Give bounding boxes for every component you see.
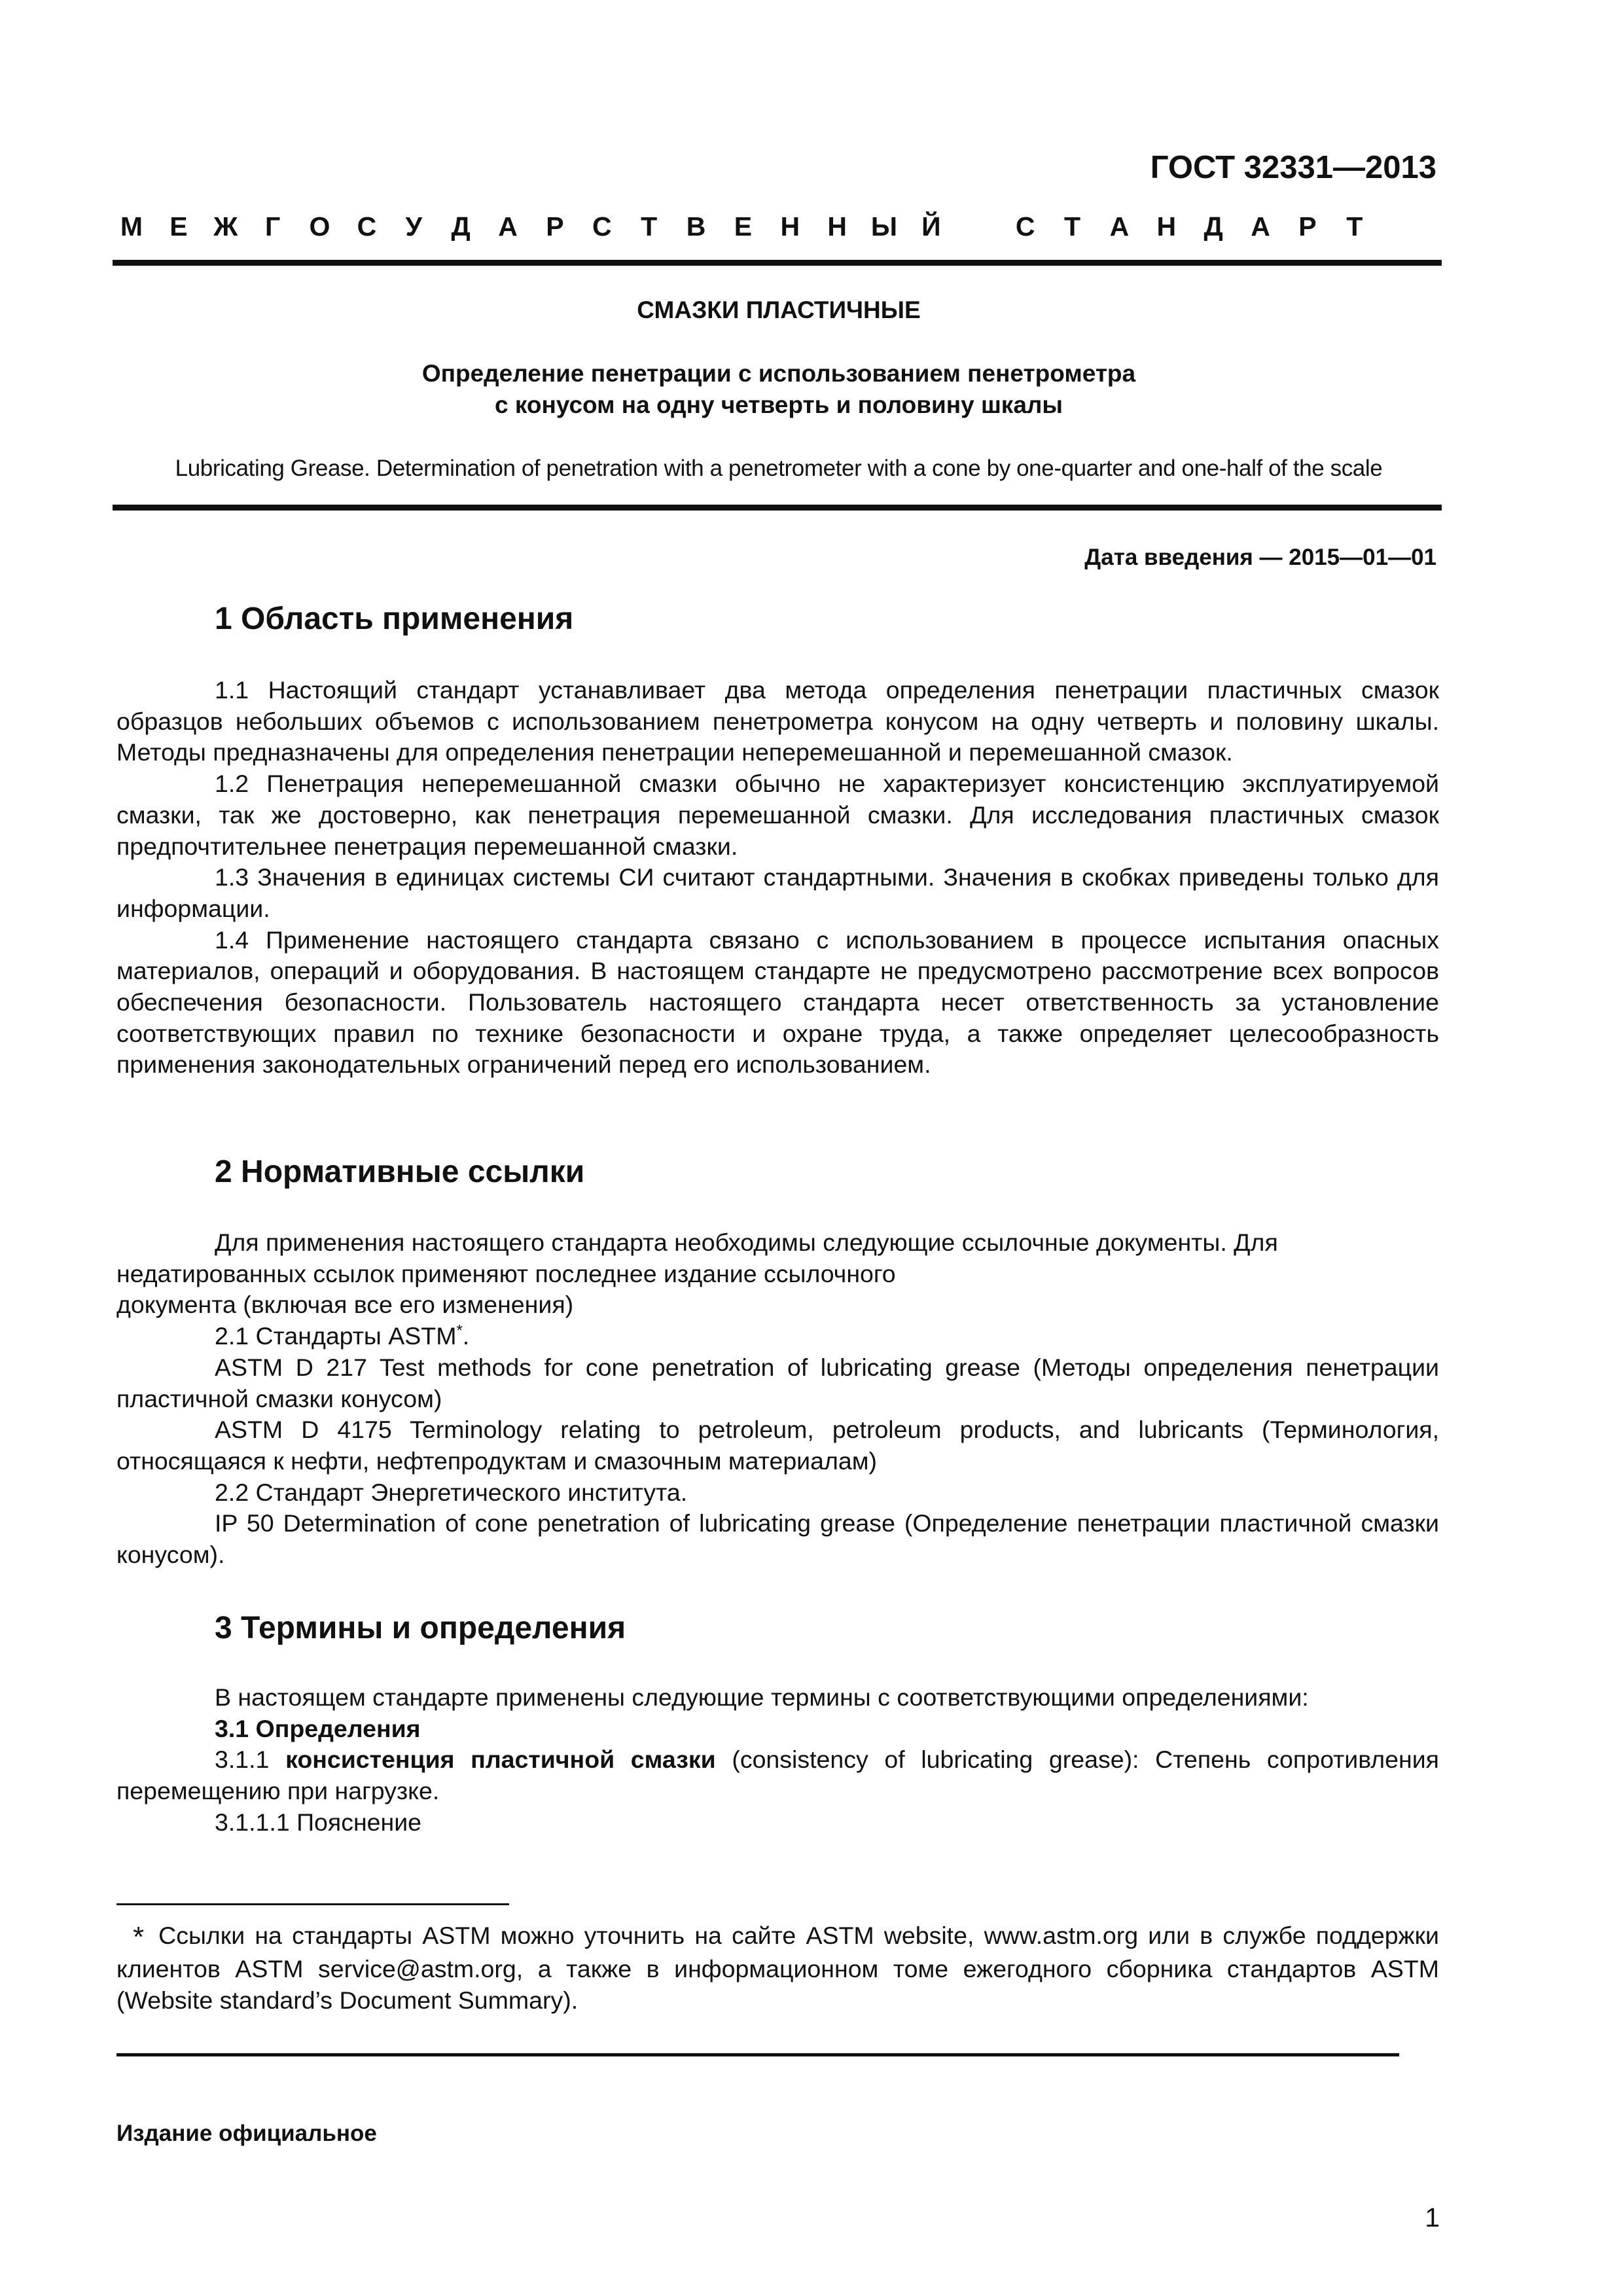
english-title: Lubricating Grease. Determination of penetration with a penetrometer with a cone by one-quarter and one-half of the scale [175, 456, 1383, 481]
interstate-letter: А [1251, 211, 1270, 242]
footer-rule [116, 2053, 1399, 2056]
term-consistency: консистенция пластичной смазки [285, 1746, 716, 1774]
document-subtitle-line-1: Определение пенетрации с использованием пенетрометра [421, 360, 1136, 387]
interstate-letter: Н [1156, 211, 1177, 242]
reference-ip50: IP 50 Determination of cone penetration of lubricating grease (Определение пенетрации пластичной смазки конусом). [116, 1509, 1439, 1569]
clause-3-1-1: 3.1.1 консистенция пластичной смазки (consistency of lubricating grease): Степень сопротивления перемещению при нагрузке. [116, 1746, 1439, 1805]
clause-2-2: 2.2 Стандарт Энергетического института. [215, 1478, 688, 1506]
clause-1-3: 1.3 Значения в единицах системы СИ считают стандартными. Значения в скобках приведены только для информации. [116, 863, 1439, 922]
interstate-letter: Н [827, 211, 847, 242]
interstate-letter: Т [641, 211, 658, 242]
reference-astm-d217: ASTM D 217 Test methods for cone penetration of lubricating grease (Методы определения пенетрации пластичной смазки конусом) [116, 1353, 1439, 1412]
interstate-letter: Т [1346, 211, 1363, 242]
clause-1-1: 1.1 Настоящий стандарт устанавливает два метода определения пенетрации пластичных смазок образцов небольших объемов с использованием пенетрометра конусом на одну четверть и половину шкалы. Методы предназначены для определения пенетрации неперемешанной и перемешанной смазок. [116, 676, 1439, 766]
clause-3-1-heading: 3.1 Определения [215, 1714, 421, 1742]
clause-1-2: 1.2 Пенетрация неперемешанной смазки обычно не характеризует консистенцию эксплуатируемой смазки, так же достоверно, как пенетрация перемешанной смазки. Для исследования пластичных смазок предпочтительнее пенетрация перемешанной смазки. [116, 770, 1439, 860]
section-2-body [116, 1227, 1439, 1571]
terms-intro: В настоящем стандарте применены следующие термины с соответствующими определениями: [215, 1683, 1309, 1711]
interstate-letter: У [405, 211, 422, 242]
document-title: СМАЗКИ ПЛАСТИЧНЫЕ [637, 296, 921, 323]
clause-2-1: 2.1 Стандарты ASTM*. [215, 1321, 470, 1350]
interstate-letter: С [592, 211, 612, 242]
interstate-letter: Д [1204, 211, 1223, 242]
section-3-heading: 3 Термины и определения [215, 1611, 626, 1645]
references-intro-continued: документа (включая все его изменения) [116, 1291, 574, 1319]
interstate-letter: М [120, 211, 143, 242]
clause-1-4: 1.4 Применение настоящего стандарта связано с использованием в процессе испытания опасных материалов, операций и оборудования. В настоящем стандарте не предусмотрено рассмотрение всех вопросов обеспечения безопасности. Пользователь настоящего стандарта несет ответственность за установление соответствующих правил по технике безопасности и охране труда, а также определяет целесообразность применения законодательных ограничений перед его использованием. [116, 925, 1439, 1079]
references-intro: Для применения настоящего стандарта необходимы следующие ссылочные документы. Для недатированных ссылок применяют последнее издание ссылочного [116, 1229, 1278, 1287]
interstate-letter: Г [265, 211, 281, 242]
clause-3-1-1-1: 3.1.1.1 Пояснение [215, 1808, 422, 1836]
document-subtitle-line-2: с конусом на одну четверть и половину шкалы [494, 391, 1063, 418]
interstate-letter: С [1015, 211, 1035, 242]
interstate-letter: О [309, 211, 330, 242]
page-number: 1 [1425, 2202, 1440, 2233]
interstate-letter: Р [1298, 211, 1317, 242]
title-rule [113, 505, 1442, 511]
reference-astm-d4175: ASTM D 4175 Terminology relating to petroleum, petroleum products, and lubricants (Терминология, относящаяся к нефти, нефтепродуктам и смазочным материалам) [116, 1416, 1439, 1475]
interstate-letter: Е [734, 211, 753, 242]
footnote [116, 1920, 1439, 2016]
header-rule [113, 260, 1442, 266]
interstate-letter: Р [546, 211, 564, 242]
effective-date: Дата введения — 2015—01—01 [1084, 545, 1436, 570]
interstate-letter: Ы [870, 211, 898, 242]
official-edition-label: Издание официальное [116, 2121, 377, 2146]
interstate-standard-label [116, 211, 1370, 242]
standard-number: ГОСТ 32331—2013 [1150, 150, 1436, 185]
interstate-letter: А [1109, 211, 1130, 242]
interstate-letter: В [686, 211, 706, 242]
section-2-heading: 2 Нормативные ссылки [215, 1155, 585, 1189]
interstate-letter: Ж [213, 211, 238, 242]
footnote-separator [116, 1903, 509, 1905]
interstate-letter: А [498, 211, 518, 242]
section-3-body [116, 1682, 1439, 1839]
interstate-letter: С [357, 211, 377, 242]
footnote-reference: * [456, 1321, 463, 1340]
interstate-letter: Й [921, 211, 941, 242]
footnote-text: Ссылки на стандарты ASTM можно уточнить на сайте ASTM website, www.astm.org или в службе поддержки клиентов ASTM service@astm.org, а также в информационном томе ежегодного сборника стандартов ASTM (Website standard’s Document Summary). [116, 1922, 1439, 2014]
footnote-mark: * [133, 1921, 145, 1953]
interstate-letter: Н [780, 211, 800, 242]
interstate-letter: Е [169, 211, 188, 242]
section-1-body [116, 675, 1439, 1081]
interstate-letter: Д [451, 211, 471, 242]
interstate-letter: Т [1063, 211, 1081, 242]
section-1-heading: 1 Область применения [215, 601, 574, 636]
interstate-letter [963, 211, 993, 242]
